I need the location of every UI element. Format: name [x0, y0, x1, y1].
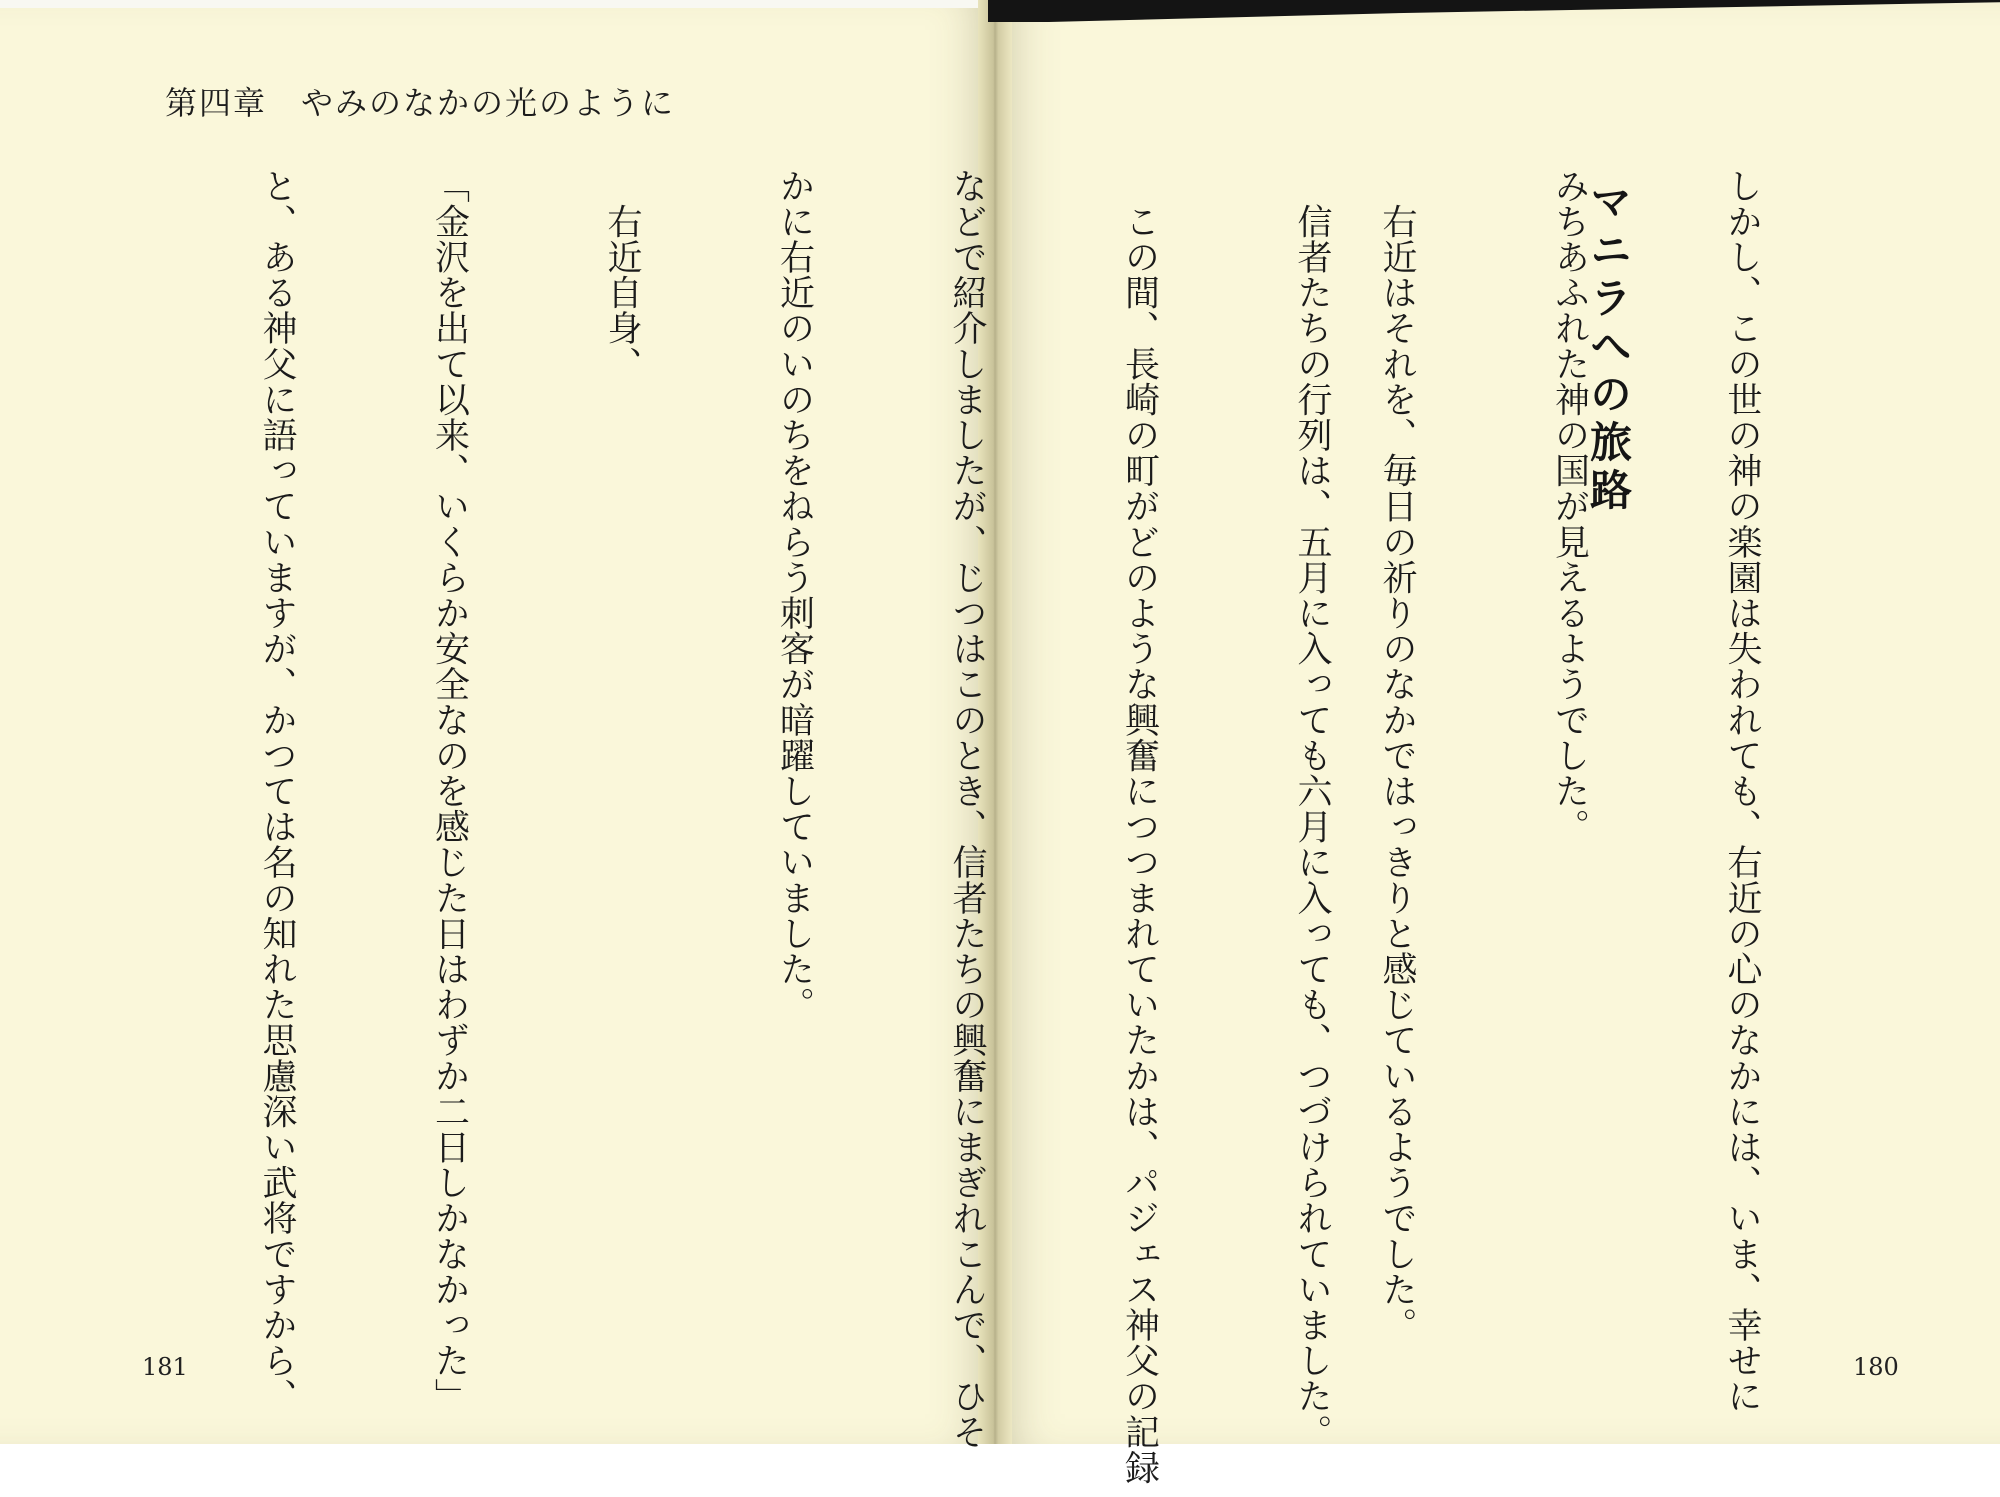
page-number-right: 180 [1853, 1353, 1899, 1381]
chapter-title: やみのなかの光のように [301, 84, 676, 122]
section-heading: マニラへの旅路 [1584, 180, 1633, 516]
text-column: みちあふれた神の国が見えるようでした。 [1549, 168, 1590, 845]
text-column: などで紹介しましたが、じつはこのとき、信者たちの興奮にまぎれこんで、ひそ [947, 168, 987, 1450]
text-column: 右近はそれを、毎日の祈りのなかではっきりと感じているようでした。 [1377, 168, 1417, 1343]
text-column: 右近自身、 [602, 168, 642, 382]
chapter-header [165, 78, 675, 124]
text-column: 信者たちの行列は、五月に入っても六月に入っても、つづけられていました。 [1292, 168, 1332, 1450]
chapter-number: 第四章 [165, 84, 268, 122]
text-column: しかし、この世の神の楽園は失われても、右近の心のなかには、いま、幸せに [1722, 168, 1762, 1414]
page-number-left: 181 [142, 1353, 188, 1381]
text-column: この間、長崎の町がどのような興奮につつまれていたかは、パジェス神父の記録 [1119, 168, 1160, 1486]
text-column: 「金沢を出て以来、いくらか安全なのを感じた日はわずか二日しかなかった」 [429, 168, 470, 1414]
text-column: かに右近のいのちをねらう刺客が暗躍していました。 [774, 168, 815, 1023]
page-top-edge [0, 0, 980, 8]
text-column: と、ある神父に語っていますが、かつては名の知れた思慮深い武将ですから、 [257, 168, 297, 1414]
